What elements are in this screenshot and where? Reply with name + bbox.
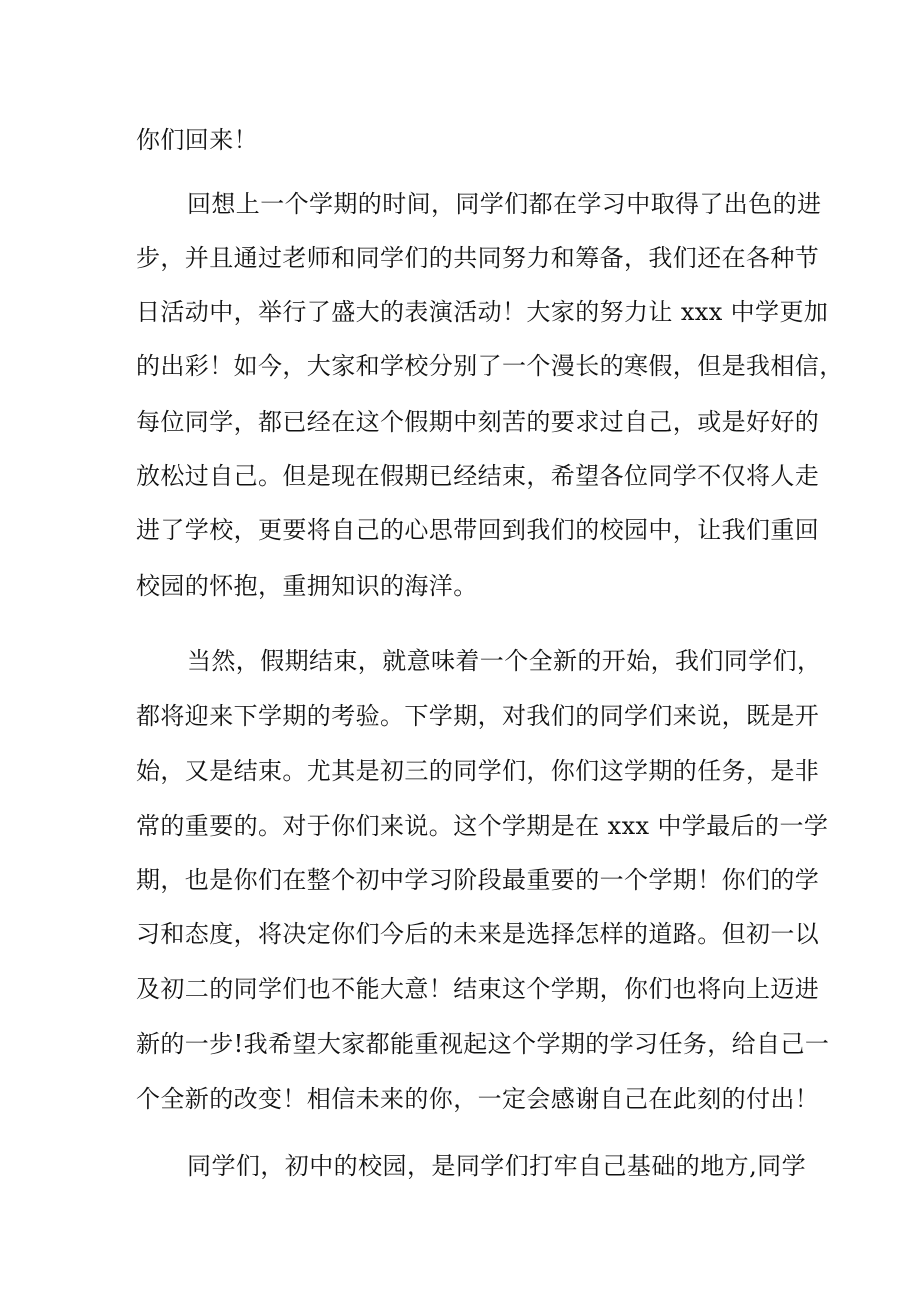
text-line-14: 期，也是你们在整个初中学习阶段最重要的一个学期！你们的学 (136, 866, 820, 894)
text-line-16: 及初二的同学们也不能大意！结束这个学期，你们也将向上迈进 (136, 975, 820, 1003)
text-line-10: 当然，假期结束，就意味着一个全新的开始，我们同学们， (187, 647, 822, 675)
text-line-13: 常的重要的。对于你们来说。这个学期是在 xxx 中学最后的一学 (136, 812, 829, 840)
text-line-19: 同学们，初中的校园，是同学们打牢自己基础的地方,同学 (187, 1152, 806, 1180)
text-line-12: 始，又是结束。尤其是初三的同学们，你们这学期的任务，是非 (136, 757, 820, 785)
text-line-9: 校园的怀抱，重拥知识的海洋。 (136, 572, 478, 600)
text-line-6: 每位同学，都已经在这个假期中刻苦的要求过自己，或是好好的 (136, 408, 820, 436)
text-line-7: 放松过自己。但是现在假期已经结束，希望各位同学不仅将人走 (136, 462, 820, 490)
text-line-4: 日活动中，举行了盛大的表演活动！大家的努力让 xxx 中学更加 (136, 298, 829, 326)
text-line-8: 进了学校，更要将自己的心思带回到我们的校园中，让我们重回 (136, 516, 820, 544)
text-line-11: 都将迎来下学期的考验。下学期，对我们的同学们来说，既是开 (136, 702, 820, 730)
text-line-1: 你们回来！ (136, 126, 258, 154)
text-line-17: 新的一步!我希望大家都能重视起这个学期的学习任务，给自己一 (136, 1030, 830, 1058)
text-line-2: 回想上一个学期的时间，同学们都在学习中取得了出色的进 (187, 190, 822, 218)
text-line-5: 的出彩！如今，大家和学校分别了一个漫长的寒假，但是我相信， (136, 352, 844, 380)
text-line-3: 步，并且通过老师和同学们的共同努力和筹备，我们还在各种节 (136, 244, 820, 272)
text-line-15: 习和态度，将决定你们今后的未来是选择怎样的道路。但初一以 (136, 920, 820, 948)
text-line-18: 个全新的改变！相信未来的你，一定会感谢自己在此刻的付出！ (136, 1085, 820, 1113)
